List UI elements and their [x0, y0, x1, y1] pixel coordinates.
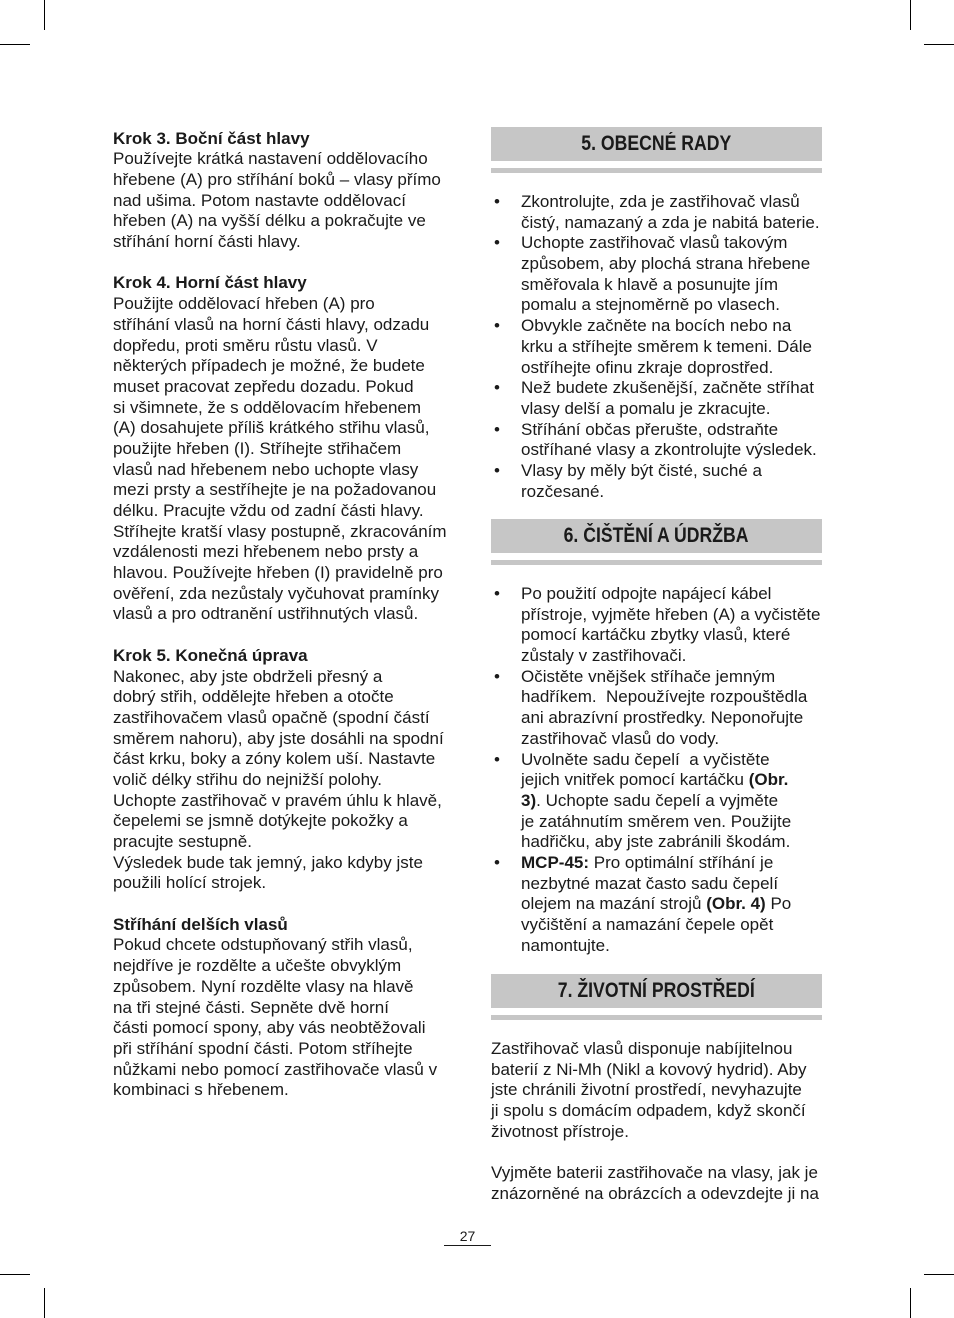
section-divider: [491, 1015, 822, 1020]
text-line: při stříhání spodní části. Potom stříhejte: [113, 1038, 413, 1058]
crop-mark-bottom-right-vertical: [910, 1288, 911, 1318]
crop-mark-top-right-horizontal: [924, 44, 954, 45]
list-item-text: [521, 233, 822, 316]
text-line: způsobem, aby plochá strana hřebene: [521, 254, 811, 274]
text-line: Zastřihovač vlasů disponuje nabíjitelnou: [491, 1039, 793, 1058]
bold-text: MCP-45:: [521, 852, 590, 872]
section-title: 5. OBECNÉ RADY: [581, 132, 732, 155]
section-divider: [491, 560, 822, 565]
bullet-list: [491, 584, 822, 956]
text-run: . Uchopte sadu čepelí a vyjměte: [536, 790, 779, 810]
text-run: Po: [765, 894, 792, 914]
text-line: Než budete zkušenější, začněte stříhat: [521, 378, 814, 398]
list-item-text: [521, 316, 822, 378]
section-title: 6. ČIŠTĚNÍ A ÚDRŽBA: [564, 524, 749, 547]
crop-mark-top-right-vertical: [910, 0, 911, 30]
crop-mark-bottom-left-horizontal: [0, 1274, 30, 1275]
crop-mark-bottom-right-horizontal: [924, 1274, 954, 1275]
text-line: Uchopte zastřihovač v pravém úhlu k hlavě,: [113, 790, 442, 810]
list-item: [491, 853, 822, 956]
text-line: pomocí kartáčku zbytky vlasů, které: [521, 625, 791, 645]
list-item: [491, 378, 822, 419]
text-line: hřebene (A) pro stříhání boků – vlasy přímo: [113, 170, 441, 190]
text-line: ji spolu s domácím odpadem, když skončí: [491, 1101, 806, 1121]
text-line: nad ušima. Potom nastavte oddělovací: [113, 190, 406, 210]
section-heading-band: [491, 519, 822, 553]
text-line: zastřihovač vlasů do vody.: [521, 728, 720, 748]
left-column: [113, 129, 448, 1122]
text-line: Po použití odpojte napájecí kábel: [521, 584, 772, 603]
text-line: hřeben (A) na vyšší délku a pokračujte ve: [113, 211, 426, 231]
text-line: přístroje, vyjměte hřeben (A) a vyčistěte: [521, 604, 821, 624]
text-line: Obvykle začněte na bocích nebo na: [521, 316, 792, 336]
text-line: čistý, namazaný a zda je nabitá baterie.: [521, 212, 820, 232]
section-heading: Krok 5. Konečná úprava: [113, 645, 308, 665]
text-line: zůstaly v zastřihovači.: [521, 646, 687, 666]
text-line: směrem nahoru), aby jste dosáhli na spodní: [113, 728, 444, 748]
list-item-text: [521, 378, 822, 419]
list-item: [491, 584, 822, 667]
text-line: způsobem. Nyní rozdělte vlasy na hlavě: [113, 976, 414, 996]
text-line: stříhání vlasů na horní části hlavy, odzadu: [113, 314, 430, 334]
section-body: [113, 935, 448, 1101]
text-line: Stříhejte kratší vlasy postupně, zkracováním: [113, 521, 447, 541]
text-line: rozčesané.: [521, 481, 605, 501]
bullet-icon: •: [494, 419, 500, 439]
text-line: Vyjměte baterii zastřihovače na vlasy, jak je: [491, 1163, 818, 1183]
text-line: [521, 770, 822, 791]
section-body: [113, 667, 448, 895]
crop-mark-bottom-left-vertical: [44, 1288, 45, 1318]
text-line: nůžkami nebo pomocí zastřihovače vlasů v: [113, 1059, 438, 1079]
text-line: Používejte krátká nastavení oddělovacího: [113, 149, 428, 169]
text-line: Nakonec, aby jste obdrželi přesný a: [113, 666, 383, 686]
list-item: [491, 233, 822, 316]
longer-hair-section: [113, 915, 448, 1101]
bullet-list: [491, 192, 822, 502]
section-heading-band: [491, 974, 822, 1008]
bullet-icon: •: [494, 378, 500, 398]
text-line: na tři stejné části. Sepněte dvě horní: [113, 997, 389, 1017]
text-line: [521, 791, 822, 812]
text-line: Stříhání občas přerušte, odstraňte: [521, 419, 779, 439]
text-line: vlasů a pro odtranění ustřihnutých vlasů.: [113, 604, 419, 624]
text-line: volič délky střihu do nejnižší polohy.: [113, 769, 382, 789]
text-line: vyčištění a namazání čepele opět: [521, 915, 774, 934]
section-body: [113, 294, 448, 625]
list-item-text: [521, 461, 822, 502]
section-body: [491, 1039, 822, 1205]
text-line: [521, 894, 822, 915]
text-line: stříhání horní části hlavy.: [113, 232, 301, 252]
section-divider: [491, 168, 822, 173]
list-item: [491, 667, 822, 750]
bold-text: 3): [521, 790, 537, 810]
bullet-icon: •: [494, 460, 500, 480]
text-line: dopředu, proti směru růstu vlasů. V: [113, 335, 378, 355]
text-line: použijte hřeben (I). Stříhejte střihačem: [113, 438, 402, 458]
text-line: hadřičku, aby jste zabránili škodám.: [521, 832, 791, 852]
text-line: Vlasy by měly být čisté, suché a: [521, 460, 762, 480]
text-line: si všimnete, že s oddělovacím hřebenem: [113, 397, 422, 417]
bullet-icon: •: [494, 233, 500, 253]
text-line: ostříhejte ofinu zkraje doprostřed.: [521, 357, 774, 377]
section-body: [113, 149, 448, 252]
bullet-icon: •: [494, 749, 500, 769]
text-line: Uvolněte sadu čepelí a vyčistěte: [521, 749, 770, 769]
text-line: použili holící strojek.: [113, 873, 267, 893]
text-line: pracujte sestupně.: [113, 832, 252, 852]
text-line: znázorněné na obrázcích a odevzdejte ji na: [491, 1183, 819, 1203]
text-line: [521, 853, 822, 874]
text-run: jejich vnitřek pomocí kartáčku: [521, 770, 749, 790]
text-line: ostříhané vlasy a zkontrolujte výsledek.: [521, 440, 817, 460]
text-line: vlasy delší a pomalu je zkracujte.: [521, 398, 771, 418]
text-line: muset pracovat zepředu dozadu. Pokud: [113, 376, 414, 396]
text-line: délku. Pracujte vždu od zadní části hlavy.: [113, 501, 424, 521]
text-line: směřovala k hlavě a posunujte jím: [521, 274, 779, 294]
text-line: některých případech je možné, že budete: [113, 356, 425, 376]
list-item: [491, 420, 822, 461]
bold-text: (Obr. 4): [706, 894, 766, 914]
text-line: čepelemi se jsmně dotýkejte pokožky a: [113, 811, 408, 831]
text-line: Uchopte zastřihovač vlasů takovým: [521, 233, 788, 253]
text-line: dobrý střih, oddělejte hřeben a otočte: [113, 687, 394, 707]
list-item-text: [521, 192, 822, 233]
text-line: jste chránili životní prostředí, nevyhazujte: [491, 1080, 802, 1100]
text-line: kombinaci s hřebenem.: [113, 1080, 289, 1100]
text-line: nejdříve je rozdělte a učešte obvyklým: [113, 956, 402, 976]
text-line: Zkontrolujte, zda je zastřihovač vlasů: [521, 192, 800, 211]
text-line: ověření, zda nezůstaly vyčuhovat pramínky: [113, 583, 439, 603]
bullet-icon: •: [494, 852, 500, 872]
text-run: Pro optimální stříhání je: [589, 852, 774, 872]
text-line: části pomocí spony, aby vás neobtěžovali: [113, 1018, 426, 1038]
list-item: [491, 750, 822, 853]
general-advice-section: [491, 127, 822, 502]
cleaning-maintenance-section: [491, 519, 822, 956]
text-run: olejem na mazání strojů: [521, 894, 707, 914]
crop-mark-top-left-vertical: [44, 0, 45, 30]
text-line: pomalu a stejnoměrně po vlasech.: [521, 295, 780, 315]
text-line: Použijte oddělovací hřeben (A) pro: [113, 294, 375, 314]
bullet-icon: •: [494, 192, 500, 211]
bold-text: (Obr.: [748, 770, 789, 790]
section-heading-band: [491, 127, 822, 161]
text-line: zastřihovačem vlasů opačně (spodní částí: [113, 707, 430, 727]
list-item: [491, 461, 822, 502]
text-line: baterií z Ni-Mh (Nikl a kovový hydrid). Aby: [491, 1059, 807, 1079]
bullet-icon: •: [494, 316, 500, 336]
list-item-text: [521, 853, 822, 956]
text-line: Očistěte vnějšek stříhače jemným: [521, 666, 776, 686]
paragraph: [491, 1039, 822, 1142]
text-line: část krku, boky a zóny kolem uší. Nastavte: [113, 749, 436, 769]
step-3-section: [113, 129, 448, 253]
text-line: vlasů nad hřebenem nebo uchopte vlasy: [113, 459, 419, 479]
step-5-section: [113, 646, 448, 894]
text-line: Pokud chcete odstupňovaný střih vlasů,: [113, 935, 413, 955]
bullet-icon: •: [494, 584, 500, 603]
text-line: ani abrazívní prostředky. Neponořujte: [521, 708, 804, 728]
paragraph: [491, 1163, 822, 1204]
list-item-text: [521, 750, 822, 853]
text-line: hadříkem. Nepoužívejte rozpouštědla: [521, 687, 808, 707]
text-line: mezi prsty a sestříhejte je na požadovanou: [113, 480, 437, 500]
step-4-section: [113, 273, 448, 625]
text-line: namontujte.: [521, 935, 610, 955]
section-heading: Krok 4. Horní část hlavy: [113, 273, 307, 293]
crop-mark-top-left-horizontal: [0, 44, 30, 45]
text-line: krku a stříhejte směrem k temeni. Dále: [521, 336, 812, 356]
text-line: je zatáhnutím směrem ven. Použijte: [521, 811, 792, 831]
list-item-text: [521, 667, 822, 750]
list-item-text: [521, 420, 822, 461]
list-item-text: [521, 584, 822, 667]
list-item: [491, 192, 822, 233]
text-line: Výsledek bude tak jemný, jako kdyby jste: [113, 852, 423, 872]
page-number: 27: [444, 1227, 491, 1246]
list-item: [491, 316, 822, 378]
section-heading: Krok 3. Boční část hlavy: [113, 128, 310, 148]
text-line: životnost přístroje.: [491, 1121, 629, 1141]
text-line: nezbytné mazat často sadu čepelí: [521, 873, 779, 893]
text-line: (A) dosahujete příliš krátkého střihu vlasů,: [113, 418, 430, 438]
bullet-icon: •: [494, 666, 500, 686]
section-title: 7. ŽIVOTNÍ PROSTŘEDÍ: [557, 979, 756, 1002]
environment-section: [491, 974, 822, 1205]
section-heading: Stříhání delších vlasů: [113, 914, 288, 934]
text-line: vzdálenosti mezi hřebenem nebo prsty a: [113, 542, 419, 562]
text-line: hlavou. Používejte hřeben (I) pravidelně pro: [113, 563, 443, 583]
